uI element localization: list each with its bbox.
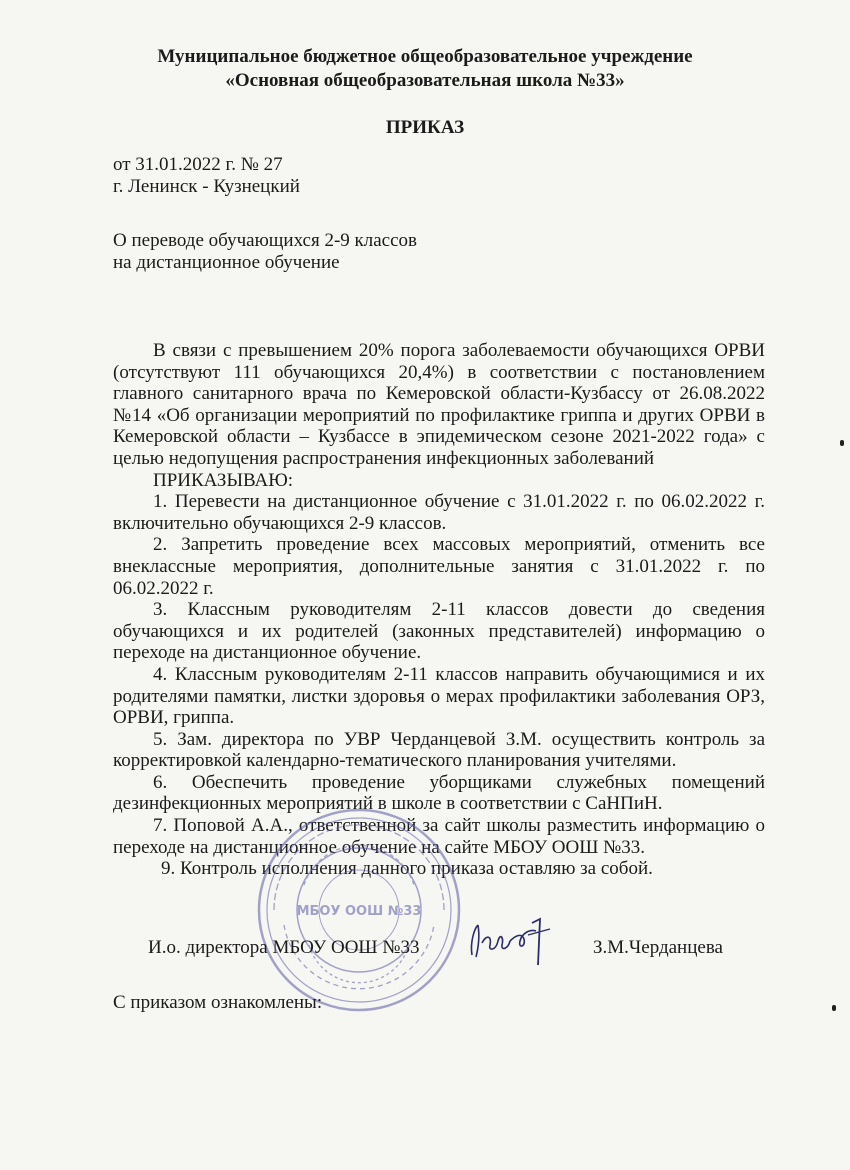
organization-name-line-2: «Основная общеобразовательная школа №33» (225, 70, 625, 91)
order-directive-word: ПРИКАЗЫВАЮ: (153, 469, 294, 491)
order-subject-line-1: О переводе обучающихся 2-9 классов (113, 230, 418, 251)
handwritten-signature (466, 915, 561, 970)
signatory-name: З.М.Черданцева (593, 937, 723, 958)
order-item: 3. Классным руководителям 2-11 классов довести до сведения обучающихся и их родителей (законных представителей) информацию о переходе на дистанционное обучение. (113, 599, 765, 664)
order-item: 4. Классным руководителям 2-11 классов направить обучающимися и их родителями памятки, листки здоровья о мерах профилактики заболевания ОРЗ, ОРВИ, гриппа. (113, 663, 765, 729)
scan-speck (840, 440, 844, 446)
acknowledgement-label: С приказом ознакомлены: (113, 992, 323, 1013)
scan-speck (832, 1005, 836, 1011)
order-item: 6. Обеспечить проведение уборщиками служебных помещений дезинфекционных мероприятий в школе в соответствии с СаНПиН. (113, 771, 765, 815)
organization-name-line-1: Муниципальное бюджетное общеобразовательное учреждение (157, 46, 693, 67)
order-item: 5. Зам. директора по УВР Черданцевой З.М. осуществить контроль за корректировкой календарно-тематического планирования учителями. (113, 728, 765, 772)
stamp-center-text: МБОУ ООШ №33 (296, 904, 422, 919)
official-stamp (254, 805, 464, 1015)
order-date-number: от 31.01.2022 г. № 27 (113, 154, 283, 175)
order-preamble: В связи с превышением 20% порога заболеваемости обучающихся ОРВИ (отсутствуют 111 обучающихся 20,4%) в соответствии с постановлением главного санитарного врача по Кемеровской области-Кузбассу от 26.08.2022 №14 «Об организации мероприятий по профилактике гриппа и других ОРВИ в Кемеровской области – Кузбассе в эпидемическом сезоне 2021-2022 года» с целью недопущения распространения инфекционных заболеваний (113, 340, 765, 469)
document-title: ПРИКАЗ (385, 117, 465, 138)
order-body (113, 340, 765, 880)
signatory-position: И.о. директора МБОУ ООШ №33 (148, 937, 420, 958)
order-item: 9. Контроль исполнения данного приказа оставляю за собой. (161, 858, 653, 880)
order-item: 7. Поповой А.А., ответственной за сайт школы разместить информацию о переходе на дистанционное обучение на сайте МБОУ ООШ №33. (113, 815, 765, 858)
order-city: г. Ленинск - Кузнецкий (113, 176, 300, 197)
order-item: 1. Перевести на дистанционное обучение с 31.01.2022 г. по 06.02.2022 г. включительно обучающихся 2-9 классов. (113, 491, 765, 534)
order-item: 2. Запретить проведение всех массовых мероприятий, отменить все внеклассные мероприятия, дополнительные занятия с 31.01.2022 г. по 06.02.2022 г. (113, 534, 765, 599)
order-subject-line-2: на дистанционное обучение (113, 252, 340, 273)
